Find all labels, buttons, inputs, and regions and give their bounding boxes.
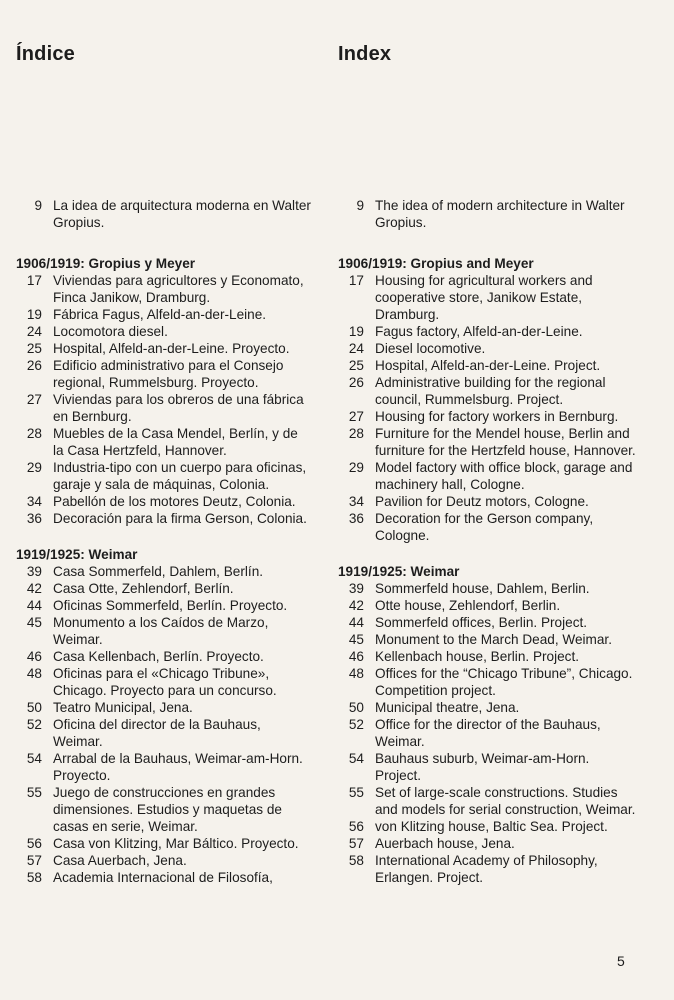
- index-entry: [338, 425, 638, 459]
- index-entry: [16, 614, 312, 648]
- index-entry: [16, 493, 312, 510]
- entry-title: Pabellón de los motores Deutz, Colonia.: [53, 494, 296, 509]
- index-entry: [16, 306, 312, 323]
- index-entry: [16, 340, 312, 357]
- entry-title: Fábrica Fagus, Alfeld-an-der-Leine.: [53, 307, 267, 322]
- index-entry: [16, 699, 312, 716]
- entry-title: Edificio administrativo para el Consejo regional, Rummelsburg. Proyecto.: [53, 358, 284, 390]
- entry-page-number: 25: [348, 358, 364, 373]
- entry-page-number: 50: [26, 700, 42, 715]
- entry-title: Monumento a los Caídos de Marzo, Weimar.: [53, 615, 269, 647]
- index-entry: [16, 750, 312, 784]
- entry-page-number: 56: [26, 836, 42, 851]
- entry-page-number: 27: [348, 409, 364, 424]
- entry-title: Decoration for the Gerson company, Cologne.: [375, 511, 594, 543]
- entry-title: Pavilion for Deutz motors, Cologne.: [375, 494, 589, 509]
- index-entry: [338, 272, 638, 323]
- index-entry: [338, 374, 638, 408]
- entry-page-number: 48: [26, 666, 42, 681]
- index-entry: [338, 665, 638, 699]
- index-entry: [338, 818, 638, 835]
- index-entry: [16, 323, 312, 340]
- english-index-list: [338, 197, 638, 886]
- entry-page-number: 54: [348, 751, 364, 766]
- index-entry: [338, 340, 638, 357]
- index-entry: [16, 357, 312, 391]
- index-entry: [16, 852, 312, 869]
- index-entry: [338, 408, 638, 425]
- entry-title: Municipal theatre, Jena.: [375, 700, 520, 715]
- entry-title: Set of large-scale constructions. Studies and models for serial construction, Weimar.: [375, 785, 636, 817]
- index-entry: [16, 716, 312, 750]
- entry-title: Auerbach house, Jena.: [375, 836, 515, 851]
- entry-page-number: 57: [348, 836, 364, 851]
- index-entry: [16, 784, 312, 835]
- entry-page-number: 48: [348, 666, 364, 681]
- entry-page-number: 42: [26, 581, 42, 596]
- entry-page-number: 50: [348, 700, 364, 715]
- index-entry: [338, 510, 638, 544]
- entry-title: Otte house, Zehlendorf, Berlin.: [375, 598, 561, 613]
- entry-page-number: 39: [26, 564, 42, 579]
- index-entry: [16, 648, 312, 665]
- index-entry: [338, 580, 638, 597]
- entry-page-number: 45: [26, 615, 42, 630]
- entry-title: Viviendas para agricultores y Economato, Finca Janikow, Dramburg.: [53, 273, 304, 305]
- index-entry: [338, 784, 638, 818]
- entry-title: Academia Internacional de Filosofía,: [53, 870, 273, 885]
- index-entry: [16, 665, 312, 699]
- entry-page-number: 44: [348, 615, 364, 630]
- entry-title: Casa Kellenbach, Berlín. Proyecto.: [53, 649, 264, 664]
- section-title: 1906/1919: Gropius y Meyer: [16, 256, 196, 271]
- index-entry: [338, 835, 638, 852]
- entry-title: Casa Sommerfeld, Dahlem, Berlín.: [53, 564, 264, 579]
- entry-page-number: 26: [348, 375, 364, 390]
- index-entry: [16, 869, 312, 886]
- entry-title: Hospital, Alfeld-an-der-Leine. Proyecto.: [53, 341, 290, 356]
- entry-title: von Klitzing house, Baltic Sea. Project.: [375, 819, 608, 834]
- entry-title: Sommerfeld offices, Berlin. Project.: [375, 615, 588, 630]
- index-entry: [338, 631, 638, 648]
- entry-page-number: 36: [348, 511, 364, 526]
- entry-title: Bauhaus suburb, Weimar-am-Horn. Project.: [375, 751, 590, 783]
- entry-title: Decoración para la firma Gerson, Colonia.: [53, 511, 307, 526]
- index-entry: [16, 272, 312, 306]
- entry-title: Casa Auerbach, Jena.: [53, 853, 187, 868]
- entry-title: Oficinas Sommerfeld, Berlín. Proyecto.: [53, 598, 288, 613]
- entry-title: Casa Otte, Zehlendorf, Berlín.: [53, 581, 234, 596]
- entry-title: Muebles de la Casa Mendel, Berlín, y de la Casa Hertzfeld, Hannover.: [53, 426, 298, 458]
- entry-title: Teatro Municipal, Jena.: [53, 700, 193, 715]
- page-number: 5: [617, 953, 625, 969]
- index-entry: [16, 510, 312, 527]
- entry-page-number: 34: [26, 494, 42, 509]
- index-entry: [338, 459, 638, 493]
- index-entry: [338, 750, 638, 784]
- entry-page-number: 58: [348, 853, 364, 868]
- entry-page-number: 29: [26, 460, 42, 475]
- entry-title: Furniture for the Mendel house, Berlin and furniture for the Hertzfeld house, Hannover.: [375, 426, 636, 458]
- entry-page-number: 54: [26, 751, 42, 766]
- entry-page-number: 28: [26, 426, 42, 441]
- entry-page-number: 26: [26, 358, 42, 373]
- entry-title: Offices for the “Chicago Tribune”, Chicago. Competition project.: [375, 666, 633, 698]
- entry-page-number: 17: [26, 273, 42, 288]
- section-title: 1906/1919: Gropius and Meyer: [338, 256, 534, 271]
- entry-title: Arrabal de la Bauhaus, Weimar-am-Horn. Proyecto.: [53, 751, 303, 783]
- entry-title: Housing for factory workers in Bernburg.: [375, 409, 619, 424]
- entry-page-number: 46: [26, 649, 42, 664]
- entry-page-number: 52: [348, 717, 364, 732]
- entry-page-number: 55: [348, 785, 364, 800]
- entry-page-number: 25: [26, 341, 42, 356]
- index-entry: [16, 580, 312, 597]
- entry-title: Diesel locomotive.: [375, 341, 486, 356]
- entry-title: Industria-tipo con un cuerpo para oficinas, garaje y sala de máquinas, Colonia.: [53, 460, 307, 492]
- entry-page-number: 27: [26, 392, 42, 407]
- entry-page-number: 24: [26, 324, 42, 339]
- entry-page-number: 55: [26, 785, 42, 800]
- entry-title: Casa von Klitzing, Mar Báltico. Proyecto.: [53, 836, 299, 851]
- index-entry: [338, 852, 638, 886]
- entry-title: Oficinas para el «Chicago Tribune», Chicago. Proyecto para un concurso.: [53, 666, 277, 698]
- entry-page-number: 24: [348, 341, 364, 356]
- entry-title: Sommerfeld house, Dahlem, Berlin.: [375, 581, 590, 596]
- section-title: 1919/1925: Weimar: [338, 564, 460, 579]
- entry-title: Kellenbach house, Berlin. Project.: [375, 649, 580, 664]
- intro-entry: [338, 197, 638, 231]
- entry-title: Model factory with office block, garage and machinery hall, Cologne.: [375, 460, 633, 492]
- entry-title: The idea of modern architecture in Walter Gropius.: [375, 198, 625, 230]
- index-entry: [338, 357, 638, 374]
- index-entry: [338, 323, 638, 340]
- entry-page-number: 58: [26, 870, 42, 885]
- index-entry: [16, 425, 312, 459]
- index-entry: [16, 391, 312, 425]
- entry-title: Viviendas para los obreros de una fábrica en Bernburg.: [53, 392, 304, 424]
- entry-page-number: 28: [348, 426, 364, 441]
- entry-title: Fagus factory, Alfeld-an-der-Leine.: [375, 324, 583, 339]
- entry-page-number: 44: [26, 598, 42, 613]
- entry-title: Oficina del director de la Bauhaus, Weimar.: [53, 717, 261, 749]
- intro-entry: [16, 197, 312, 231]
- entry-page-number: 56: [348, 819, 364, 834]
- entry-title: Administrative building for the regional council, Rummelsburg. Project.: [375, 375, 606, 407]
- entry-page-number: 42: [348, 598, 364, 613]
- index-entry: [338, 614, 638, 631]
- entry-page-number: 19: [26, 307, 42, 322]
- entry-title: Office for the director of the Bauhaus, Weimar.: [375, 717, 601, 749]
- index-entry: [338, 597, 638, 614]
- entry-title: Juego de construcciones en grandes dimensiones. Estudios y maquetas de casas en serie, Weimar.: [53, 785, 282, 834]
- entry-title: La idea de arquitectura moderna en Walter Gropius.: [53, 198, 311, 230]
- entry-page-number: 45: [348, 632, 364, 647]
- entry-page-number: 36: [26, 511, 42, 526]
- index-entry: [338, 493, 638, 510]
- entry-page-number: 9: [356, 198, 364, 213]
- index-entry: [338, 699, 638, 716]
- index-entry: [338, 648, 638, 665]
- section-title: 1919/1925: Weimar: [16, 547, 138, 562]
- entry-page-number: 39: [348, 581, 364, 596]
- index-entry: [16, 835, 312, 852]
- index-entry: [16, 563, 312, 580]
- entry-page-number: 57: [26, 853, 42, 868]
- entry-page-number: 29: [348, 460, 364, 475]
- entry-page-number: 52: [26, 717, 42, 732]
- entry-title: Hospital, Alfeld-an-der-Leine. Project.: [375, 358, 601, 373]
- entry-title: Housing for agricultural workers and cooperative store, Janikow Estate, Dramburg.: [375, 273, 593, 322]
- entry-title: International Academy of Philosophy, Erlangen. Project.: [375, 853, 598, 885]
- index-entry: [16, 597, 312, 614]
- entry-title: Locomotora diesel.: [53, 324, 168, 339]
- english-index-heading: Index: [338, 43, 392, 65]
- index-entry: [338, 716, 638, 750]
- spanish-index-heading: Índice: [16, 43, 75, 65]
- entry-page-number: 34: [348, 494, 364, 509]
- entry-page-number: 17: [348, 273, 364, 288]
- entry-page-number: 9: [34, 198, 42, 213]
- spanish-index-list: [16, 197, 312, 886]
- entry-page-number: 46: [348, 649, 364, 664]
- entry-page-number: 19: [348, 324, 364, 339]
- index-entry: [16, 459, 312, 493]
- entry-title: Monument to the March Dead, Weimar.: [375, 632, 612, 647]
